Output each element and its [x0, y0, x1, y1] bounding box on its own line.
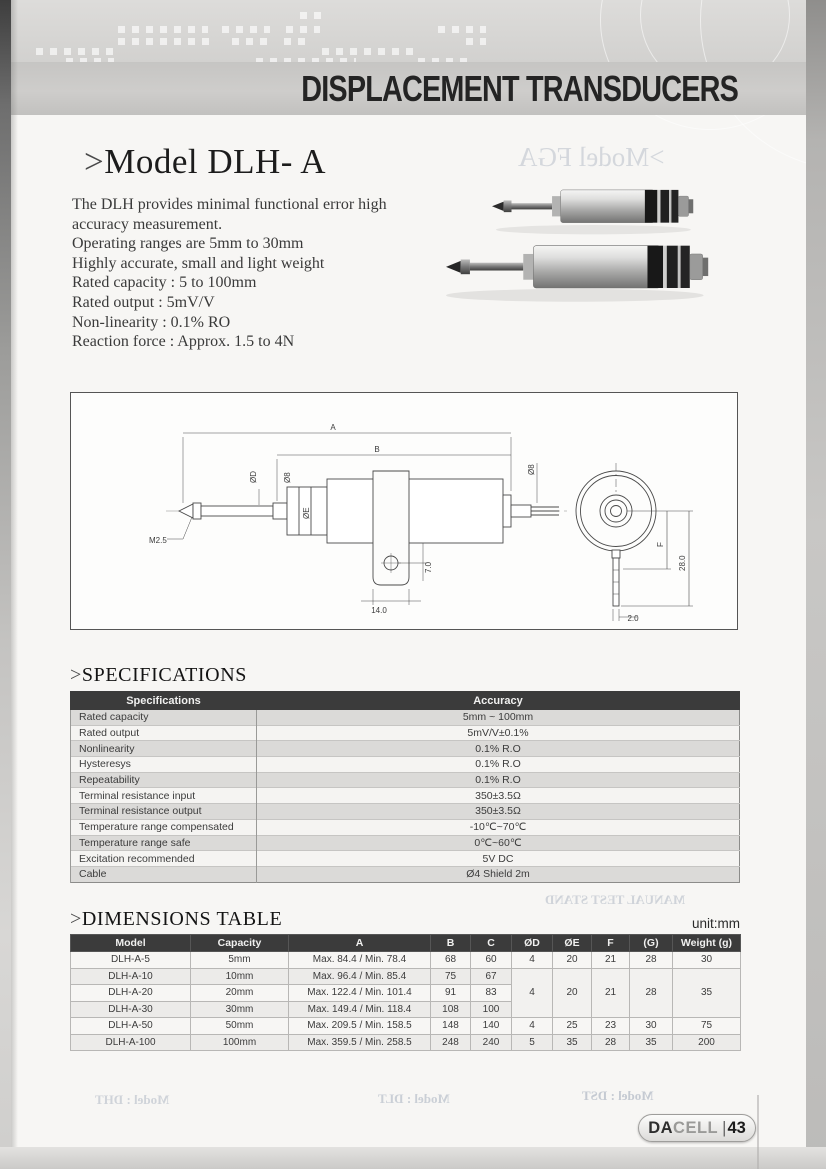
dim-f: 21	[592, 952, 630, 969]
dims-col-capacity: Capacity	[191, 935, 289, 952]
dim-weight: 75	[673, 1018, 741, 1035]
spec-label: Hysteresys	[71, 757, 257, 773]
spec-value: 0℃~60℃	[257, 835, 740, 851]
dim-model: DLH-A-5	[71, 952, 191, 969]
dim-label-o8-left: Ø8	[283, 472, 292, 483]
pixel-pattern	[232, 38, 272, 45]
model-title	[84, 142, 326, 182]
dim-c: 240	[471, 1034, 512, 1051]
dim-b: 248	[431, 1034, 471, 1051]
description-line: Non-linearity : 0.1% RO	[72, 313, 231, 331]
dim-b: 108	[431, 1001, 471, 1018]
dim-c: 60	[471, 952, 512, 969]
binding-shadow	[0, 0, 11, 1169]
pixel-pattern	[466, 38, 486, 45]
spec-label: Terminal resistance output	[71, 804, 257, 820]
dim-model: DLH-A-30	[71, 1001, 191, 1018]
dim-capacity: 5mm	[191, 952, 289, 969]
heading-prefix: >	[70, 664, 82, 686]
ghost-model-dht: Model : DHT	[95, 1092, 170, 1107]
spec-label: Rated capacity	[71, 710, 257, 726]
dims-col-g: (G)	[630, 935, 673, 952]
dim-model: DLH-A-100	[71, 1034, 191, 1051]
dim-capacity: 100mm	[191, 1034, 289, 1051]
dim-b: 148	[431, 1018, 471, 1035]
spec-label: Temperature range safe	[71, 835, 257, 851]
dims-col-oe: ØE	[553, 935, 592, 952]
heading-text: DIMENSIONS TABLE	[81, 908, 283, 930]
spec-label: Temperature range compensated	[71, 819, 257, 835]
dim-g: 28	[630, 952, 673, 969]
dim-b: 91	[431, 985, 471, 1002]
pixel-pattern	[438, 26, 486, 33]
dim-c: 67	[471, 968, 512, 985]
dim-b: 75	[431, 968, 471, 985]
description-line: Reaction force : Approx. 1.5 to 4N	[72, 333, 295, 351]
dims-col-f: F	[592, 935, 630, 952]
dim-a: Max. 359.5 / Min. 258.5	[289, 1034, 431, 1051]
dims-header-row	[71, 935, 741, 952]
spec-value: 5mV/V±0.1%	[257, 725, 740, 741]
dim-oe: 25	[553, 1018, 592, 1035]
dim-f-merged: 21	[592, 968, 630, 1018]
dim-model: DLH-A-10	[71, 968, 191, 985]
dim-capacity: 50mm	[191, 1018, 289, 1035]
specifications-table	[70, 691, 740, 883]
dims-row	[71, 1018, 741, 1035]
spec-col-specifications: Specifications	[71, 692, 257, 710]
spec-label: Repeatability	[71, 772, 257, 788]
dim-label-m25: M2.5	[149, 536, 167, 545]
dim-model: DLH-A-20	[71, 985, 191, 1002]
heading-text: SPECIFICATIONS	[81, 664, 247, 686]
page-fold-line	[757, 1095, 759, 1169]
spec-value: 0.1% R.O	[257, 741, 740, 757]
pixel-pattern	[118, 26, 208, 33]
dimensions-heading	[70, 908, 282, 931]
spec-label: Nonlinearity	[71, 741, 257, 757]
transducer-photo	[430, 176, 730, 318]
spec-value: 0.1% R.O	[257, 772, 740, 788]
binding-shadow-soft	[11, 0, 18, 1169]
ghost-model-fga: >Model FGA	[518, 142, 665, 172]
pixel-pattern	[222, 26, 270, 33]
brand-bold: DA	[648, 1118, 674, 1137]
dim-oe-merged: 20	[553, 968, 592, 1018]
dimensions-table	[70, 934, 741, 1051]
dim-label-b: B	[374, 445, 380, 454]
dim-g: 30	[630, 1018, 673, 1035]
transducer-lower	[446, 246, 708, 302]
dim-oe: 35	[553, 1034, 592, 1051]
spec-row	[71, 772, 740, 788]
dim-label-clamp-width: 14.0	[371, 606, 387, 615]
spec-row	[71, 866, 740, 882]
dim-weight: 30	[673, 952, 741, 969]
dims-row	[71, 952, 741, 969]
spec-header-row	[71, 692, 740, 710]
spec-label: Rated output	[71, 725, 257, 741]
page-edge	[806, 0, 826, 1169]
dimensions-heading-row	[70, 908, 740, 931]
spec-value: 0.1% R.O	[257, 757, 740, 773]
model-description	[72, 195, 420, 352]
dims-row	[71, 1034, 741, 1051]
dim-od: 4	[512, 952, 553, 969]
dims-col-od: ØD	[512, 935, 553, 952]
dim-c: 100	[471, 1001, 512, 1018]
dim-od: 4	[512, 1018, 553, 1035]
dim-f: 23	[592, 1018, 630, 1035]
description-line: Rated capacity : 5 to 100mm	[72, 274, 257, 292]
bottom-edge	[0, 1147, 826, 1169]
spec-row	[71, 741, 740, 757]
spec-row	[71, 835, 740, 851]
page-number: 43	[727, 1118, 746, 1137]
spec-value: Ø4 Shield 2m	[257, 866, 740, 882]
description-line: Operating ranges are 5mm to 30mm	[72, 235, 304, 253]
dims-col-weight: Weight (g)	[673, 935, 741, 952]
dims-col-model: Model	[71, 935, 191, 952]
dim-b: 68	[431, 952, 471, 969]
dims-col-b: B	[431, 935, 471, 952]
product-photos	[430, 176, 730, 323]
pixel-pattern	[284, 38, 312, 45]
dim-od-merged: 4	[512, 968, 553, 1018]
spec-row	[71, 725, 740, 741]
description-line: Highly accurate, small and light weight	[72, 254, 325, 272]
dim-od: 5	[512, 1034, 553, 1051]
dim-label-oe: ØE	[302, 507, 311, 519]
spec-row	[71, 851, 740, 867]
spec-value: 5mm ~ 100mm	[257, 710, 740, 726]
brand-light: CELL	[673, 1118, 719, 1137]
spec-value: -10℃~70℃	[257, 819, 740, 835]
dim-label-cable-width: 2.0	[627, 614, 639, 623]
dim-oe: 20	[553, 952, 592, 969]
ghost-model-dlt: Model : DLT	[378, 1091, 450, 1106]
dim-g: 35	[630, 1034, 673, 1051]
top-decorative-band	[0, 0, 826, 62]
spec-row	[71, 804, 740, 820]
spec-value: 350±3.5Ω	[257, 788, 740, 804]
dims-col-a: A	[289, 935, 431, 952]
transducer-upper	[492, 190, 693, 234]
ghost-manual-test-stand: MANUAL TEST STAND	[545, 892, 686, 907]
dim-a: Max. 149.4 / Min. 118.4	[289, 1001, 431, 1018]
dim-g-merged: 28	[630, 968, 673, 1018]
pixel-pattern	[36, 48, 118, 55]
spec-label: Excitation recommended	[71, 851, 257, 867]
dim-capacity: 10mm	[191, 968, 289, 985]
ghost-model-dst: Model : DST	[582, 1088, 654, 1103]
dim-c: 140	[471, 1018, 512, 1035]
spec-row	[71, 710, 740, 726]
technical-drawing	[71, 393, 736, 628]
title-text: Model DLH- A	[104, 142, 327, 181]
dim-f: 28	[592, 1034, 630, 1051]
unit-label: unit:mm	[691, 916, 740, 931]
dim-label-o8-right: Ø8	[527, 464, 536, 475]
brand-divider: |	[722, 1118, 727, 1137]
spec-col-accuracy: Accuracy	[257, 692, 740, 710]
brand-page-badge	[638, 1114, 756, 1142]
spec-row	[71, 757, 740, 773]
dim-label-hole-offset: 7.0	[424, 561, 433, 573]
pixel-pattern	[286, 26, 320, 33]
dim-c: 83	[471, 985, 512, 1002]
dim-label-end-height: 28.0	[678, 555, 687, 571]
technical-drawing-box	[70, 392, 738, 630]
pixel-pattern	[300, 12, 328, 19]
spec-row	[71, 788, 740, 804]
pixel-pattern	[118, 38, 214, 45]
page-title: DISPLACEMENT TRANSDUCERS	[301, 67, 738, 109]
dim-capacity: 30mm	[191, 1001, 289, 1018]
dims-col-c: C	[471, 935, 512, 952]
spec-value: 350±3.5Ω	[257, 804, 740, 820]
dim-model: DLH-A-50	[71, 1018, 191, 1035]
dim-a: Max. 122.4 / Min. 101.4	[289, 985, 431, 1002]
dim-label-f: F	[656, 542, 665, 547]
dim-a: Max. 209.5 / Min. 158.5	[289, 1018, 431, 1035]
dim-weight: 200	[673, 1034, 741, 1051]
dim-a: Max. 84.4 / Min. 78.4	[289, 952, 431, 969]
dim-label-od: ØD	[249, 471, 258, 483]
pixel-pattern	[322, 48, 418, 55]
description-line: accuracy measurement.	[72, 215, 223, 233]
dim-weight-merged: 35	[673, 968, 741, 1018]
heading-prefix: >	[70, 908, 82, 930]
specifications-heading	[70, 664, 247, 687]
spec-value: 5V DC	[257, 851, 740, 867]
dim-a: Max. 96.4 / Min. 85.4	[289, 968, 431, 985]
spec-label: Cable	[71, 866, 257, 882]
page-header-banner	[0, 62, 826, 115]
spec-label: Terminal resistance input	[71, 788, 257, 804]
title-prefix: >	[84, 142, 105, 181]
dims-row	[71, 968, 741, 985]
dim-capacity: 20mm	[191, 985, 289, 1002]
description-line: The DLH provides minimal functional error high	[72, 196, 387, 213]
dim-label-a: A	[330, 423, 336, 432]
spec-row	[71, 819, 740, 835]
description-line: Rated output : 5mV/V	[72, 293, 215, 311]
